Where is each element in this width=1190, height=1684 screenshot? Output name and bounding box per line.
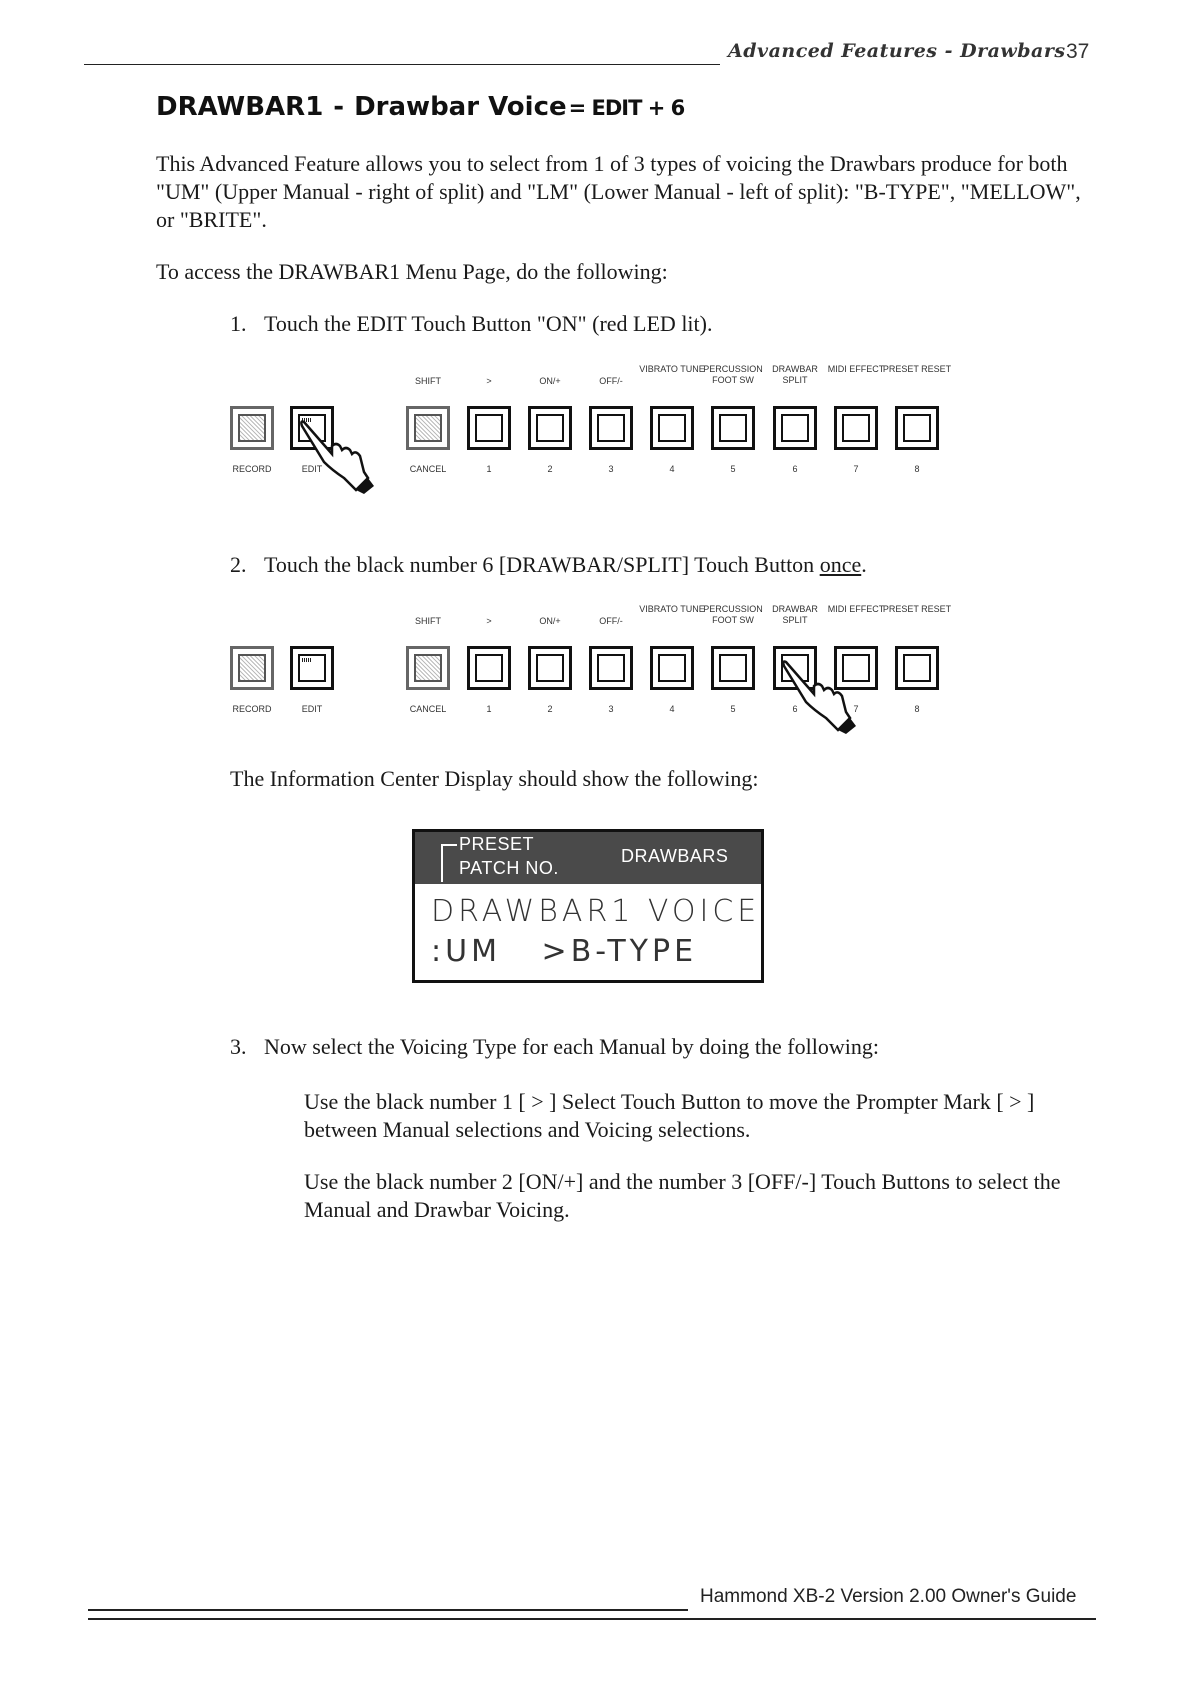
top-label-7: MIDI EFFECT — [827, 604, 885, 614]
button-face — [658, 654, 686, 682]
touch-button-4[interactable] — [650, 646, 694, 690]
button-face — [414, 654, 442, 682]
top-label-1: > — [486, 616, 492, 626]
button-face — [475, 654, 503, 682]
top-label-5: PERCUSSION FOOT SW — [703, 364, 763, 385]
button-face — [238, 654, 266, 682]
title-subtitle: Drawbar Voice — [354, 92, 567, 122]
bottom-label-5: 5 — [730, 464, 736, 474]
top-label-3: OFF/- — [599, 616, 623, 626]
step-number: 1. — [230, 311, 247, 336]
bottom-label-0: CANCEL — [409, 464, 447, 474]
bottom-label-4: 4 — [669, 704, 675, 714]
button-record[interactable] — [230, 646, 274, 690]
bottom-label-2: 2 — [547, 464, 553, 474]
title-main: DRAWBAR1 — [156, 92, 324, 122]
top-label-2: ON/+ — [539, 616, 561, 626]
touch-button-5[interactable] — [711, 646, 755, 690]
touch-button-1[interactable] — [467, 646, 511, 690]
button-face — [536, 414, 564, 442]
touch-button-2[interactable] — [528, 646, 572, 690]
step-2 — [230, 551, 867, 579]
footer-rule-bottom — [88, 1618, 1096, 1620]
display-drawbars-label: DRAWBARS — [621, 846, 729, 866]
information-center-display — [412, 829, 764, 983]
button-face — [298, 654, 326, 682]
touch-button-5[interactable] — [711, 406, 755, 450]
footer-guide-title: Hammond XB-2 Version 2.00 Owner's Guide — [700, 1586, 1077, 1607]
top-label-1: > — [486, 376, 492, 386]
bottom-label-8: 8 — [914, 704, 920, 714]
bottom-label-1: 1 — [486, 704, 492, 714]
info-paragraph: The Information Center Display should show the following: — [230, 766, 759, 791]
page-title — [156, 92, 684, 122]
touch-button-4[interactable] — [650, 406, 694, 450]
top-label-0: SHIFT — [415, 376, 441, 386]
label-record: RECORD — [232, 464, 272, 474]
button-face — [597, 654, 625, 682]
button-face — [658, 414, 686, 442]
display-preset-label: PRESET — [459, 834, 535, 854]
bottom-label-3: 3 — [608, 464, 614, 474]
header-rule — [84, 64, 720, 65]
footer-rule-top — [88, 1609, 688, 1611]
page-number: 37 — [1066, 40, 1090, 63]
bottom-label-1: 1 — [486, 464, 492, 474]
top-label-2: ON/+ — [539, 376, 561, 386]
bottom-label-8: 8 — [914, 464, 920, 474]
button-face — [719, 414, 747, 442]
pointing-hand-icon — [780, 656, 860, 741]
button-record[interactable] — [230, 406, 274, 450]
top-label-8: PRESET RESET — [882, 604, 952, 614]
touch-button-0[interactable] — [406, 646, 450, 690]
button-face — [238, 414, 266, 442]
instruction-paragraph-2: Use the black number 2 [ON/+] and the number 3 [OFF/-] Touch Buttons to select the Manual and Drawbar Voicing. — [304, 1169, 1061, 1222]
display-line-2: :UM >B-TYPE — [431, 934, 698, 969]
touch-button-3[interactable] — [589, 406, 633, 450]
top-label-5: PERCUSSION FOOT SW — [703, 604, 763, 625]
button-face — [781, 414, 809, 442]
bottom-label-7: 7 — [853, 704, 859, 714]
bracket-mark — [441, 844, 457, 882]
intro-paragraph: This Advanced Feature allows you to select from 1 of 3 types of voicing the Drawbars produce for both "UM" (Upper Manual - right of split) and "LM" (Lower Manual - left of split): "B-TYPE", "MELLOW", or "BRITE". — [156, 151, 1081, 232]
label-edit: EDIT — [301, 464, 323, 474]
step-text: Now select the Voicing Type for each Manual by doing the following: — [264, 1034, 879, 1059]
top-label-6: DRAWBAR SPLIT — [772, 364, 818, 385]
instruction-paragraph-1: Use the black number 1 [ > ] Select Touch Button to move the Prompter Mark [ > ] between Manual selections and Voicing selections. — [304, 1089, 1035, 1142]
step-text-emphasis: once — [819, 552, 862, 577]
button-panel-1 — [0, 364, 1190, 510]
touch-button-6[interactable] — [773, 406, 817, 450]
top-label-8: PRESET RESET — [882, 364, 952, 374]
bottom-label-6: 6 — [792, 464, 798, 474]
top-label-6: DRAWBAR SPLIT — [772, 604, 818, 625]
bottom-label-0: CANCEL — [409, 704, 447, 714]
display-patch-label: PATCH NO. — [459, 858, 559, 878]
button-face — [414, 414, 442, 442]
touch-button-8[interactable] — [895, 646, 939, 690]
top-label-7: MIDI EFFECT — [827, 364, 885, 374]
step-text: Touch the black number 6 [DRAWBAR/SPLIT] Touch Button — [264, 552, 820, 577]
bottom-label-5: 5 — [730, 704, 736, 714]
touch-button-3[interactable] — [589, 646, 633, 690]
title-separator: - — [333, 92, 345, 122]
pointing-hand-icon — [298, 416, 378, 501]
section-title: Advanced Features - Drawbars — [728, 40, 1066, 62]
button-edit[interactable] — [290, 646, 334, 690]
bottom-label-7: 7 — [853, 464, 859, 474]
display-line-1: DRAWBAR1 VOICE — [431, 894, 761, 929]
button-face — [903, 414, 931, 442]
step-1 — [230, 310, 713, 338]
top-label-3: OFF/- — [599, 376, 623, 386]
button-face — [842, 414, 870, 442]
bottom-label-6: 6 — [792, 704, 798, 714]
step-text: Touch the EDIT Touch Button "ON" (red LED lit). — [264, 311, 713, 336]
step-number: 3. — [230, 1034, 247, 1059]
touch-button-7[interactable] — [834, 406, 878, 450]
step-number: 2. — [230, 552, 247, 577]
bottom-label-2: 2 — [547, 704, 553, 714]
button-face — [475, 414, 503, 442]
title-shortcut: = EDIT + 6 — [568, 96, 685, 120]
bottom-label-4: 4 — [669, 464, 675, 474]
display-header — [415, 832, 761, 884]
step-3 — [230, 1033, 879, 1061]
button-panel-2 — [0, 604, 1190, 750]
label-record: RECORD — [232, 704, 272, 714]
button-face — [597, 414, 625, 442]
top-label-4: VIBRATO TUNE — [639, 604, 705, 614]
step-text-end: . — [861, 552, 867, 577]
touch-button-2[interactable] — [528, 406, 572, 450]
label-edit: EDIT — [301, 704, 323, 714]
access-paragraph: To access the DRAWBAR1 Menu Page, do the following: — [156, 259, 668, 284]
button-face — [903, 654, 931, 682]
button-face — [719, 654, 747, 682]
top-label-0: SHIFT — [415, 616, 441, 626]
bottom-label-3: 3 — [608, 704, 614, 714]
touch-button-8[interactable] — [895, 406, 939, 450]
touch-button-0[interactable] — [406, 406, 450, 450]
button-face — [536, 654, 564, 682]
touch-button-1[interactable] — [467, 406, 511, 450]
top-label-4: VIBRATO TUNE — [639, 364, 705, 374]
